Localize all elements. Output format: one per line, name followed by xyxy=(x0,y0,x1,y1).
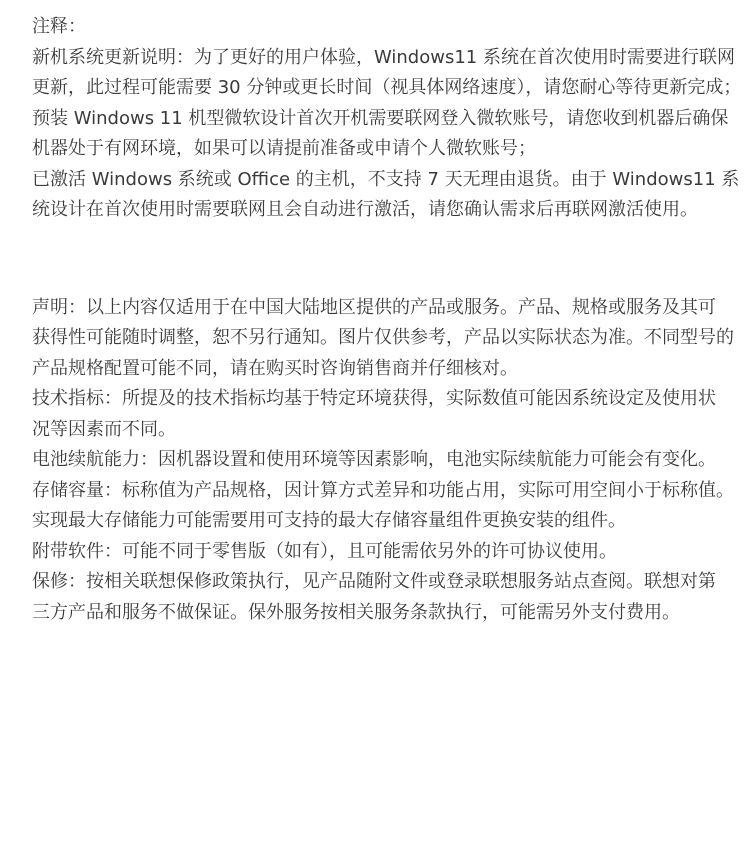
statement-line: 声明：以上内容仅适用于在中国大陆地区提供的产品或服务。产品、规格或服务及其可 xyxy=(32,296,716,318)
statement-section xyxy=(32,293,732,629)
statement-line: 电池续航能力：因机器设置和使用环境等因素影响，电池实际续航能力可能会有变化。 xyxy=(32,449,716,470)
statement-line: 附带软件：可能不同于零售版（如有），且可能需依另外的许可协议使用。 xyxy=(32,540,617,562)
statement-line: 三方产品和服务不做保证。保外服务按相关服务条款执行，可能需另外支付费用。 xyxy=(32,601,680,623)
statement-line: 存储容量：标称值为产品规格，因计算方式差异和功能占用，实际可用空间小于标称值。 xyxy=(32,479,734,501)
notes-line: 已激活 Windows 系统或 Office 的主机，不支持 7 天无理由退货。由于 Windows11 系 xyxy=(32,168,740,190)
notes-line: 统设计在首次使用时需要联网且会自动进行激活，请您确认需求后再联网激活使用。 xyxy=(32,199,698,220)
notes-line: 机器处于有网环境，如果可以请提前准备或申请个人微软账号； xyxy=(32,138,536,159)
statement-line: 实现最大存储能力可能需要用可支持的最大存储容量组件更换安装的组件。 xyxy=(32,510,626,531)
notes-section xyxy=(32,43,742,226)
notes-line: 预装 Windows 11 机型微软设计首次开机需要联网登入微软账号，请您收到机器后确保 xyxy=(32,107,729,129)
statement-line: 保修：按相关联想保修政策执行，见产品随附文件或登录联想服务站点查阅。联想对第 xyxy=(32,571,716,592)
notes-line: 新机系统更新说明：为了更好的用户体验，Windows11 系统在首次使用时需要进行联网 xyxy=(32,46,735,68)
statement-line: 技术指标：所提及的技术指标均基于特定环境获得，实际数值可能因系统设定及使用状 xyxy=(32,388,716,409)
statement-line: 产品规格配置可能不同，请在购买时咨询销售商并仔细核对。 xyxy=(32,357,518,379)
notes-line: 更新，此过程可能需要 30 分钟或更长时间（视具体网络速度），请您耐心等待更新完成； xyxy=(32,77,742,98)
section-spacer xyxy=(32,226,732,293)
statement-line: 获得性可能随时调整，恕不另行通知。图片仅供参考，产品以实际状态为准。不同型号的 xyxy=(32,327,734,348)
notes-heading: 注释： xyxy=(32,16,86,37)
document-body xyxy=(32,12,742,628)
statement-line: 况等因素而不同。 xyxy=(32,418,176,440)
